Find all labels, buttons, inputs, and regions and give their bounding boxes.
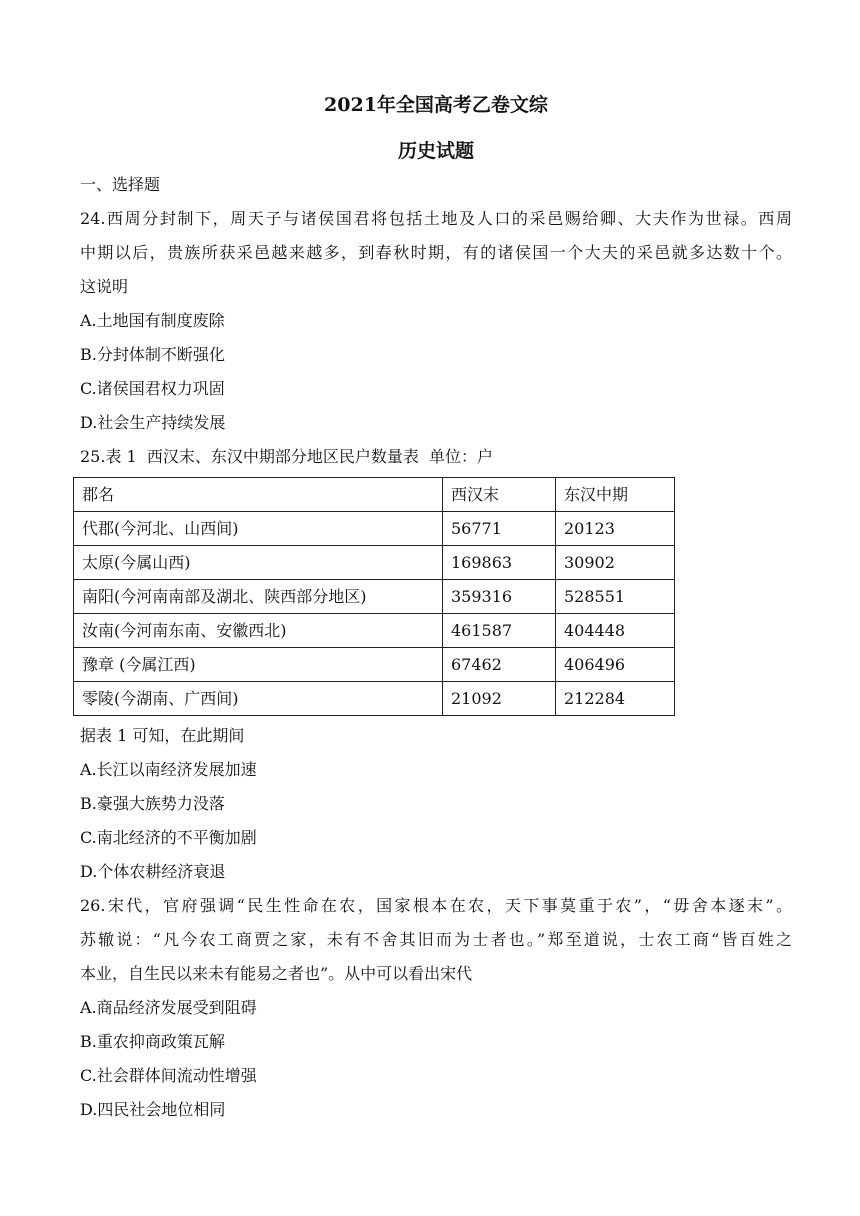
question-26-stem-line: 本业，自生民以来未有能易之者也”。从中可以看出宋代 bbox=[80, 964, 473, 983]
question-24-option-d: D.社会生产持续发展 bbox=[80, 413, 226, 432]
table-cell: 零陵(今湖南、广西间) bbox=[74, 682, 443, 716]
question-25-option-b: B.豪强大族势力没落 bbox=[80, 794, 225, 813]
exam-title: 2021年全国高考乙卷文综 bbox=[324, 94, 548, 116]
table-row bbox=[74, 580, 675, 614]
table-cell: 67462 bbox=[443, 648, 556, 682]
question-24-stem-line: 这说明 bbox=[80, 277, 129, 296]
question-24 bbox=[80, 202, 792, 440]
table-row bbox=[74, 546, 675, 580]
exam-subtitle: 历史试题 bbox=[397, 140, 474, 162]
table-header-cell: 西汉末 bbox=[443, 478, 556, 512]
table-cell: 南阳(今河南南部及湖北、陕西部分地区) bbox=[74, 580, 443, 614]
question-26-option-d: D.四民社会地位相同 bbox=[80, 1100, 226, 1119]
table-cell: 212284 bbox=[556, 682, 675, 716]
table-cell: 359316 bbox=[443, 580, 556, 614]
table-cell: 20123 bbox=[556, 512, 675, 546]
exam-page bbox=[80, 88, 792, 1127]
table-cell: 太原(今属山西) bbox=[74, 546, 443, 580]
table-cell: 56771 bbox=[443, 512, 556, 546]
section-heading: 一、选择题 bbox=[80, 175, 161, 194]
table-cell: 30902 bbox=[556, 546, 675, 580]
table-cell: 汝南(今河南东南、安徽西北) bbox=[74, 614, 443, 648]
table-row bbox=[74, 648, 675, 682]
table-cell: 豫章 (今属江西) bbox=[74, 648, 443, 682]
table-header-cell: 东汉中期 bbox=[556, 478, 675, 512]
table-row bbox=[74, 682, 675, 716]
table-cell: 404448 bbox=[556, 614, 675, 648]
table-cell: 461587 bbox=[443, 614, 556, 648]
question-24-stem-line: 中期以后，贵族所获采邑越来越多，到春秋时期，有的诸侯国一个大夫的采邑就多达数十个。 bbox=[80, 243, 792, 262]
table-cell: 代郡(今河北、山西间) bbox=[74, 512, 443, 546]
table-cell: 406496 bbox=[556, 648, 675, 682]
question-25 bbox=[80, 440, 792, 889]
question-24-option-a: A.土地国有制度废除 bbox=[80, 311, 225, 330]
table-cell: 169863 bbox=[443, 546, 556, 580]
question-26-option-c: C.社会群体间流动性增强 bbox=[80, 1066, 257, 1085]
table-cell: 528551 bbox=[556, 580, 675, 614]
question-26 bbox=[80, 889, 792, 1127]
table-header-row bbox=[74, 478, 675, 512]
table-caption: 25.表 1 西汉末、东汉中期部分地区民户数量表 单位：户 bbox=[80, 447, 494, 466]
table-row bbox=[74, 512, 675, 546]
table-cell: 21092 bbox=[443, 682, 556, 716]
question-26-option-b: B.重农抑商政策瓦解 bbox=[80, 1032, 225, 1051]
question-24-option-b: B.分封体制不断强化 bbox=[80, 345, 225, 364]
table-header-cell: 郡名 bbox=[74, 478, 443, 512]
question-25-option-a: A.长江以南经济发展加速 bbox=[80, 760, 257, 779]
question-26-stem-line: 26.宋代，官府强调“民生性命在农，国家根本在农，天下事莫重于农”，“毋舍本逐末”。 bbox=[80, 896, 792, 915]
question-25-option-d: D.个体农耕经济衰退 bbox=[80, 862, 226, 881]
question-26-option-a: A.商品经济发展受到阻碍 bbox=[80, 998, 257, 1017]
household-table bbox=[73, 477, 675, 716]
table-row bbox=[74, 614, 675, 648]
question-24-stem-line: 24.西周分封制下，周天子与诸侯国君将包括土地及人口的采邑赐给卿、大夫作为世禄。西周 bbox=[80, 209, 792, 228]
question-26-stem-line: 苏辙说：“凡今农工商贾之家，未有不舍其旧而为士者也。”郑至道说，士农工商“皆百姓之 bbox=[80, 930, 792, 949]
question-25-option-c: C.南北经济的不平衡加剧 bbox=[80, 828, 257, 847]
question-25-stem: 据表 1 可知，在此期间 bbox=[80, 726, 245, 745]
question-24-option-c: C.诸侯国君权力巩固 bbox=[80, 379, 225, 398]
